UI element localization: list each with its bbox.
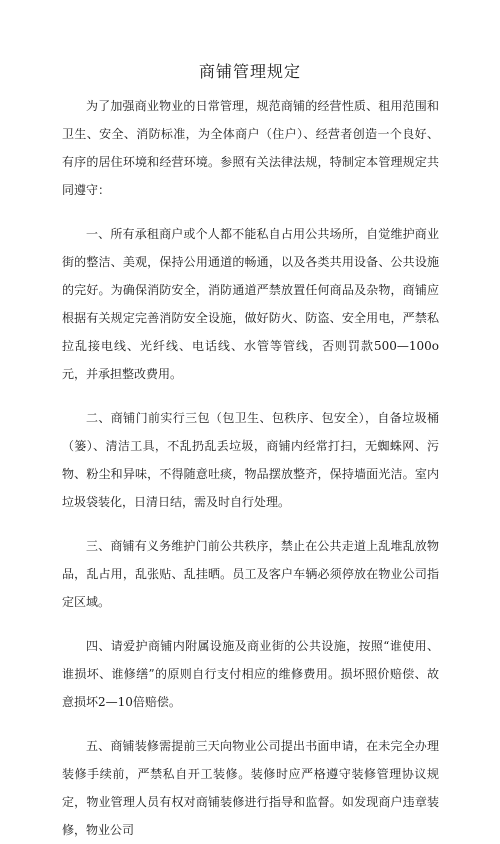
rule-3-paragraph: 三、商铺有义务维护门前公共秩序，禁止在公共走道上乱堆乱放物品，乱占用，乱张贴、乱挂晒。员工及客户车辆必须停放在物业公司指定区域。 (62, 539, 439, 609)
document-title: 商铺管理规定 (198, 62, 301, 81)
rule-2-paragraph: 二、商铺门前实行三包（包卫生、包秩序、包安全），自备垃圾桶（篓）、清洁工具，不乱扔乱丢垃圾，商铺内经常打扫，无蜘蛛网、污物、粉尘和异味，不得随意吐痰，物品摆放整齐，保持墙面光洁。室内垃圾袋装化，日清日结，需及时自行处理。 (62, 411, 439, 509)
rule-5-paragraph: 五、商铺装修需提前三天向物业公司提出书面申请，在未完全办理装修手续前，严禁私自开工装修。装修时应严格遵守装修管理协议规定，物业管理人员有权对商铺装修进行指导和监督。如发现商户违章装修，物业公司 (62, 739, 439, 837)
rule-1-paragraph: 一、所有承租商户或个人都不能私自占用公共场所，自觉维护商业街的整洁、美观，保持公用通道的畅通，以及各类共用设备、公共设施的完好。为确保消防安全，消防通道严禁放置任何商品及杂物，商铺应根据有关规定完善消防安全设施，做好防火、防盗、安全用电，严禁私拉乱接电线、光纤线、电话线、水管等管线，否则罚款500—100o元，并承担整改费用。 (62, 227, 439, 381)
intro-paragraph: 为了加强商业物业的日常管理，规范商铺的经营性质、租用范围和卫生、安全、消防标准，为全体商户（住户）、经营者创造一个良好、有序的居住环境和经营环境。参照有关法律法规，特制定本管理规定共同遵守： (62, 99, 439, 197)
rule-4-paragraph: 四、请爱护商铺内附属设施及商业街的公共设施，按照“谁使用、谁损坏、谁修缮”的原则自行支付相应的维修费用。损坏照价赔偿、故意损坏2—10倍赔偿。 (62, 639, 439, 709)
